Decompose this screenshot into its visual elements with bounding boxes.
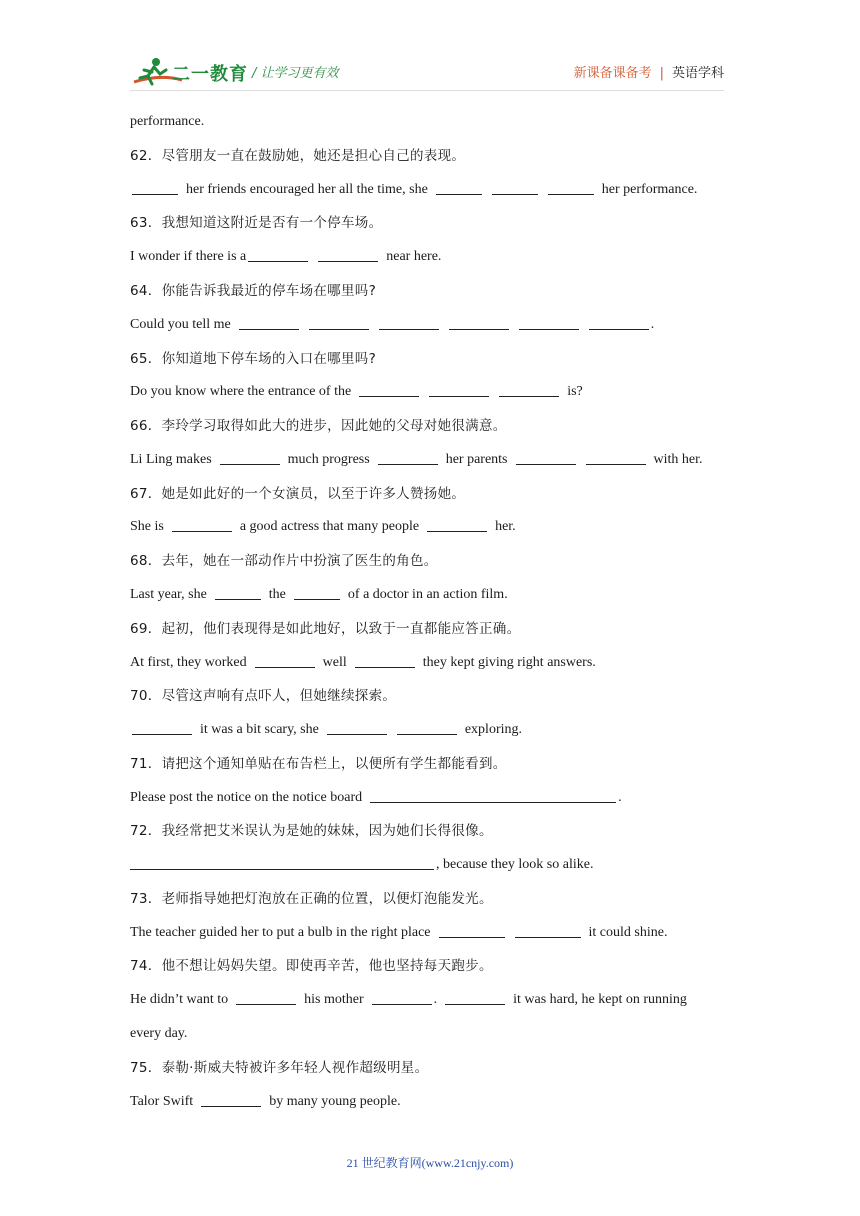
- answer-blank[interactable]: [492, 180, 538, 195]
- question-67-cn: 67．她是如此好的一个女演员，以至于许多人赞扬她。: [130, 486, 466, 502]
- answer-blank[interactable]: [355, 653, 415, 668]
- question-62-en: [130, 180, 697, 200]
- text-segment: At first, they worked: [130, 655, 247, 670]
- answer-blank[interactable]: [379, 315, 439, 330]
- text-segment: her.: [495, 519, 516, 534]
- answer-blank[interactable]: [515, 923, 581, 938]
- header-separator: |: [659, 66, 664, 81]
- answer-blank[interactable]: [589, 315, 649, 330]
- question-73-cn: 73．老师指导她把灯泡放在正确的位置，以便灯泡能发光。: [130, 891, 493, 907]
- question-75-en: [130, 1092, 401, 1112]
- text-segment: her performance.: [601, 182, 698, 197]
- answer-blank[interactable]: [449, 315, 509, 330]
- answer-blank[interactable]: [436, 180, 482, 195]
- logo-text: 二一教育: [172, 64, 248, 85]
- answer-blank[interactable]: [309, 315, 369, 330]
- text-segment: She is: [130, 519, 164, 534]
- question-71-cn: 71．请把这个通知单贴在布告栏上，以便所有学生都能看到。: [130, 756, 507, 772]
- answer-blank[interactable]: [248, 247, 308, 262]
- answer-blank[interactable]: [255, 653, 315, 668]
- text-segment: much progress: [287, 452, 370, 467]
- answer-blank[interactable]: [445, 990, 505, 1005]
- answer-blank[interactable]: [370, 788, 616, 803]
- page-header: [0, 0, 860, 100]
- text-segment: .: [650, 317, 655, 332]
- text-segment: a good actress that many people: [239, 519, 420, 534]
- question-67-en: [130, 517, 516, 537]
- answer-blank[interactable]: [132, 180, 178, 195]
- question-74-en: [130, 990, 687, 1010]
- text-segment: of a doctor in an action film.: [347, 587, 508, 602]
- question-69-cn: 69．起初，他们表现得是如此地好，以致于一直都能应答正确。: [130, 621, 521, 637]
- question-62-cn: 62．尽管朋友一直在鼓励她，她还是担心自己的表现。: [130, 148, 466, 164]
- question-73-en: [130, 923, 667, 943]
- text-segment: I wonder if there is a: [130, 249, 247, 264]
- text-line: performance.: [130, 114, 205, 129]
- answer-blank[interactable]: [499, 382, 559, 397]
- text-segment: well: [322, 655, 347, 670]
- answer-blank[interactable]: [130, 855, 434, 870]
- text-segment: .: [618, 790, 622, 805]
- text-segment: the: [268, 587, 286, 602]
- question-65-en: [130, 382, 583, 402]
- question-70-en: [130, 720, 522, 740]
- text-line: every day.: [130, 1026, 188, 1041]
- text-segment: by many young people.: [269, 1094, 401, 1109]
- header-course-label: 新课备课备考: [573, 66, 652, 81]
- question-64-en: [130, 315, 654, 335]
- answer-blank[interactable]: [201, 1092, 261, 1107]
- answer-blank[interactable]: [132, 720, 192, 735]
- answer-blank[interactable]: [236, 990, 296, 1005]
- text-segment: is?: [567, 384, 583, 399]
- header-divider: [130, 90, 724, 91]
- question-72-en: [130, 855, 593, 875]
- text-segment: Could you tell me: [130, 317, 231, 332]
- answer-blank[interactable]: [439, 923, 505, 938]
- answer-blank[interactable]: [318, 247, 378, 262]
- text-segment: Talor Swift: [130, 1094, 194, 1109]
- answer-blank[interactable]: [359, 382, 419, 397]
- question-63-en: [130, 247, 441, 267]
- answer-blank[interactable]: [397, 720, 457, 735]
- question-65-cn: 65．你知道地下停车场的入口在哪里吗?: [130, 351, 377, 367]
- text-segment: Last year, she: [130, 587, 207, 602]
- text-segment: his mother: [304, 992, 364, 1007]
- answer-blank[interactable]: [378, 450, 438, 465]
- text-segment: her parents: [445, 452, 508, 467]
- question-68-en: [130, 585, 508, 605]
- question-66-cn: 66．李玲学习取得如此大的进步，因此她的父母对她很满意。: [130, 418, 507, 434]
- text-segment: with her.: [653, 452, 703, 467]
- answer-blank[interactable]: [294, 585, 340, 600]
- header-subject: [574, 62, 724, 81]
- question-74-cn: 74．他不想让妈妈失望。即使再辛苦，他也坚持每天跑步。: [130, 958, 493, 974]
- text-segment: Do you know where the entrance of the: [130, 384, 352, 399]
- text-segment: .: [433, 992, 438, 1007]
- header-slogan: / 让学习更有效: [252, 66, 339, 81]
- question-71-en: [130, 788, 622, 808]
- text-segment: Li Ling makes: [130, 452, 212, 467]
- answer-blank[interactable]: [172, 517, 232, 532]
- text-segment: Please post the notice on the notice board: [130, 790, 363, 805]
- text-segment: near here.: [386, 249, 442, 264]
- answer-blank[interactable]: [586, 450, 646, 465]
- text-segment: they kept giving right answers.: [422, 655, 596, 670]
- question-69-en: [130, 653, 596, 673]
- question-63-cn: 63．我想知道这附近是否有一个停车场。: [130, 215, 383, 231]
- text-segment: The teacher guided her to put a bulb in the right place: [130, 925, 431, 940]
- answer-blank[interactable]: [239, 315, 299, 330]
- answer-blank[interactable]: [327, 720, 387, 735]
- answer-blank[interactable]: [548, 180, 594, 195]
- answer-blank[interactable]: [429, 382, 489, 397]
- header-subject-label: 英语学科: [671, 66, 724, 81]
- page-footer: 21 世纪教育网(www.21cnjy.com): [346, 1156, 514, 1170]
- text-segment: exploring.: [464, 722, 522, 737]
- text-segment: her friends encouraged her all the time, she: [186, 182, 428, 197]
- question-64-cn: 64．你能告诉我最近的停车场在哪里吗?: [130, 283, 377, 299]
- question-72-cn: 72．我经常把艾米误认为是她的妹妹，因为她们长得很像。: [130, 823, 493, 839]
- answer-blank[interactable]: [372, 990, 432, 1005]
- answer-blank[interactable]: [427, 517, 487, 532]
- answer-blank[interactable]: [220, 450, 280, 465]
- question-75-cn: 75．泰勒·斯威夫特被许多年轻人视作超级明星。: [130, 1060, 429, 1076]
- answer-blank[interactable]: [215, 585, 261, 600]
- text-segment: it was hard, he kept on running: [513, 992, 687, 1007]
- answer-blank[interactable]: [519, 315, 579, 330]
- question-68-cn: 68．去年，她在一部动作片中扮演了医生的角色。: [130, 553, 438, 569]
- text-segment: , because they look so alike.: [436, 857, 594, 872]
- question-66-en: [130, 450, 703, 470]
- text-segment: it was a bit scary, she: [200, 722, 319, 737]
- answer-blank[interactable]: [516, 450, 576, 465]
- text-segment: it could shine.: [588, 925, 668, 940]
- question-70-cn: 70．尽管这声响有点吓人，但她继续探索。: [130, 688, 397, 704]
- text-segment: He didn’t want to: [130, 992, 229, 1007]
